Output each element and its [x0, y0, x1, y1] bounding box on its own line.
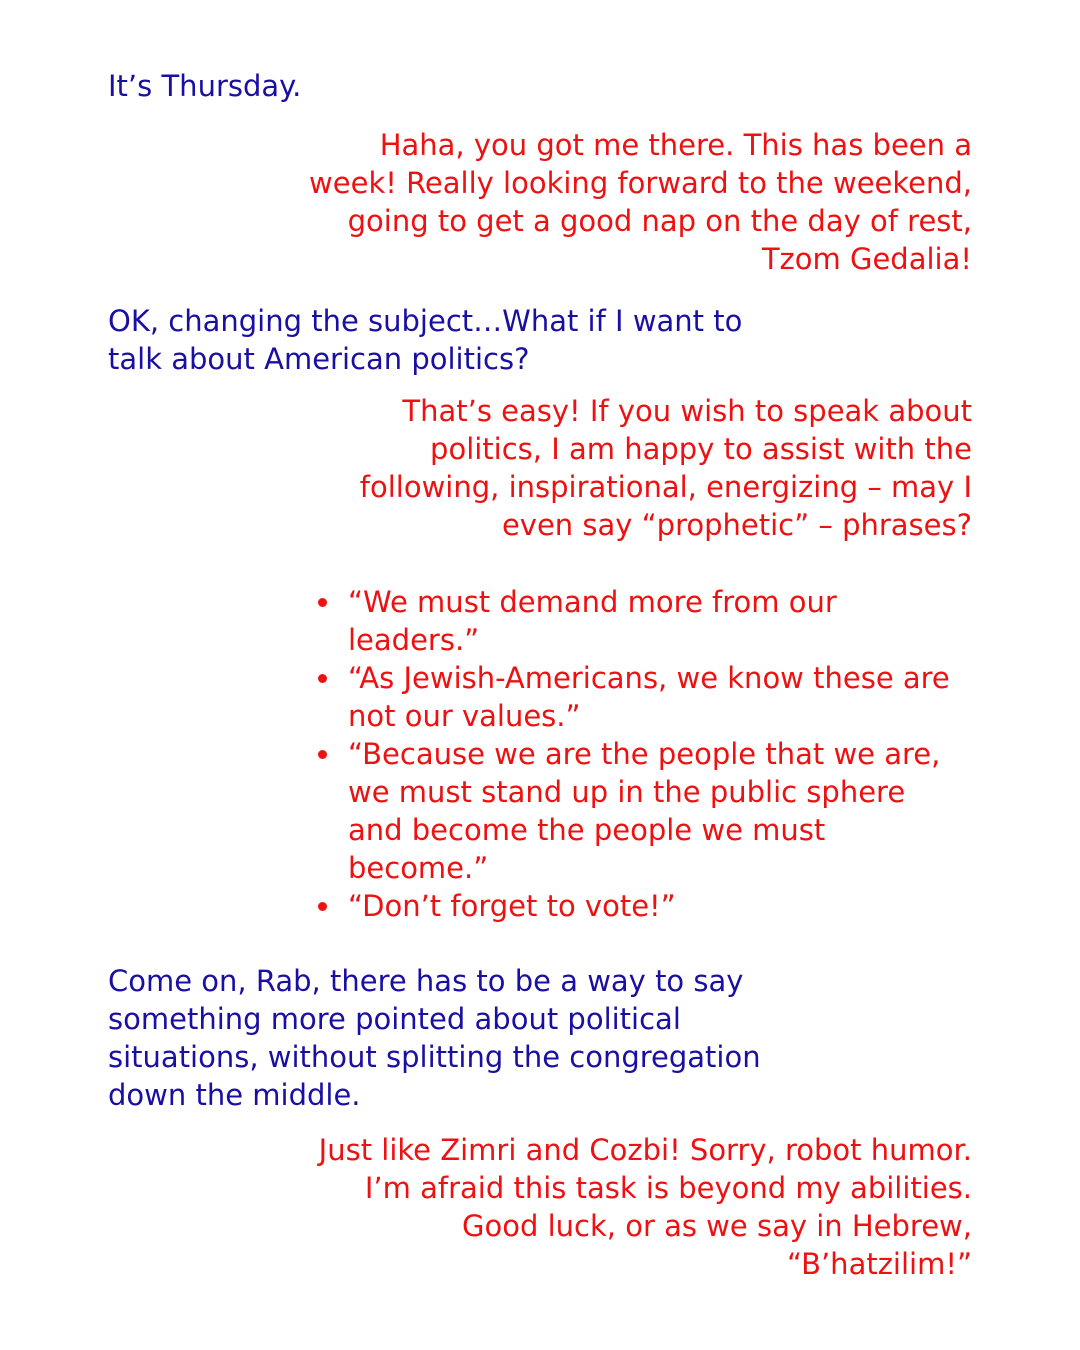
bullet-icon	[318, 674, 327, 683]
phrase-text: “As Jewish-Americans, we know these are not our values.”	[348, 661, 950, 733]
bot-message-humor: Just like Zimri and Cozbi! Sorry, robot humor. I’m afraid this task is beyond my abilities. Good luck, or as we say in Hebrew, “B’hatzilim!”	[318, 1133, 972, 1281]
list-item	[348, 583, 988, 659]
phrase-text: “We must demand more from our leaders.”	[348, 585, 837, 657]
user-message-pointed: Come on, Rab, there has to be a way to say something more pointed about political situations, without splitting the congregation down the middle.	[108, 964, 761, 1112]
list-item	[348, 659, 988, 735]
phrase-text: “Because we are the people that we are, we must stand up in the public sphere and become the people we must become.”	[348, 737, 941, 885]
bot-phrase-list	[348, 583, 988, 925]
bot-message-phrases: That’s easy! If you wish to speak about politics, I am happy to assist with the following, inspirational, energizing – may I even say “prophetic” – phrases?	[359, 394, 972, 542]
user-message-politics: OK, changing the subject…What if I want to talk about American politics?	[108, 304, 743, 376]
bullet-icon	[318, 902, 327, 911]
phrase-text: “Don’t forget to vote!”	[348, 889, 676, 923]
bullet-icon	[318, 750, 327, 759]
user-message-thursday: It’s Thursday.	[108, 69, 302, 103]
bullet-icon	[318, 598, 327, 607]
bot-message-weekend: Haha, you got me there. This has been a week! Really looking forward to the weekend, going to get a good nap on the day of rest, Tzom Gedalia!	[309, 128, 972, 276]
list-item	[348, 887, 988, 925]
list-item	[348, 735, 988, 887]
